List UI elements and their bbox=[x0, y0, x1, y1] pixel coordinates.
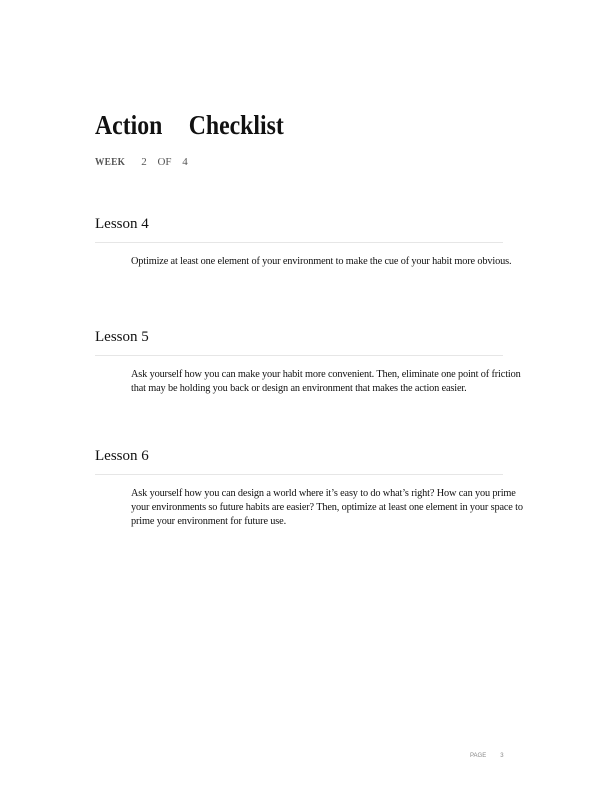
week-total: 4 bbox=[182, 156, 188, 168]
page-label: PAGE bbox=[470, 753, 487, 759]
lesson-section-6 bbox=[95, 446, 523, 529]
lesson-section-5 bbox=[95, 327, 521, 396]
lesson-body: Ask yourself how you can design a world where it’s easy to do what’s right? How can you prime your environments so future habits are easier? Then, optimize at least one element in your space to prime your environment for future use. bbox=[131, 488, 523, 527]
week-of: OF bbox=[157, 156, 172, 168]
lesson-body: Ask yourself how you can make your habit more convenient. Then, eliminate one point of friction that may be holding you back or design an environment that makes the action easier. bbox=[131, 369, 521, 394]
title-word-action: Action bbox=[95, 110, 163, 140]
lesson-title: Lesson 6 bbox=[95, 446, 503, 475]
week-current: 2 bbox=[141, 156, 147, 168]
page-number: 3 bbox=[500, 753, 504, 759]
page-footer bbox=[470, 752, 504, 760]
week-indicator bbox=[95, 154, 188, 170]
lesson-title: Lesson 5 bbox=[95, 327, 503, 356]
week-label: WEEK bbox=[95, 156, 126, 168]
lesson-title: Lesson 4 bbox=[95, 214, 503, 243]
lesson-section-4 bbox=[95, 214, 512, 269]
page-title bbox=[95, 108, 284, 142]
lesson-body: Optimize at least one element of your environment to make the cue of your habit more obvious. bbox=[131, 256, 512, 267]
title-word-checklist: Checklist bbox=[188, 110, 284, 140]
